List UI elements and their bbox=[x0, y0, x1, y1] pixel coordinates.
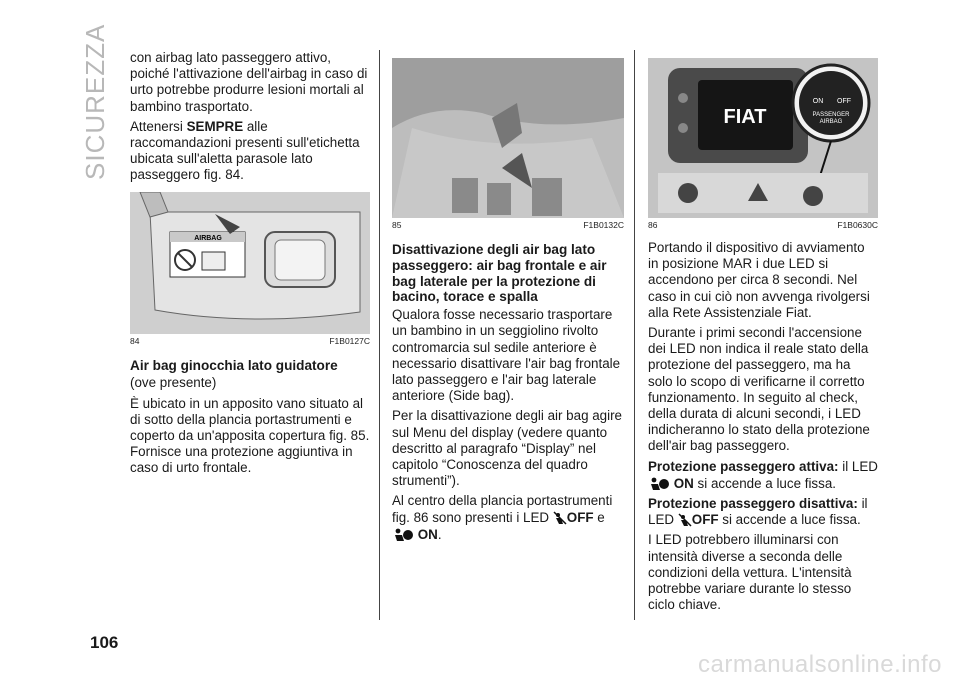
watermark: carmanualsonline.info bbox=[698, 651, 942, 678]
column-1 bbox=[130, 50, 370, 481]
svg-text:AIRBAG: AIRBAG bbox=[194, 234, 222, 242]
figure-caption: 86 F1B0630C bbox=[648, 220, 878, 230]
paragraph: Protezione passeggero attiva: il LED ON si accende a luce fissa. bbox=[648, 458, 878, 491]
heading: Air bag ginocchia lato guidatore bbox=[130, 357, 338, 373]
figure-caption: 85 F1B0132C bbox=[392, 220, 624, 230]
figure-caption: 84 F1B0127C bbox=[130, 335, 370, 346]
paragraph: Al centro della plancia portastrumenti fig. 86 sono presenti i LED OFF e ON. bbox=[392, 493, 613, 542]
paragraph: Protezione passeggero disattiva: il LED OFF si accende a luce fissa. bbox=[648, 496, 868, 528]
svg-text:PASSENGER: PASSENGER bbox=[812, 112, 850, 118]
figure-86 bbox=[648, 58, 878, 218]
svg-text:AIRBAG: AIRBAG bbox=[819, 119, 843, 125]
paragraph: Portando il dispositivo di avviamento in posizione MAR i due LED si accendono per circa 8 secondi. Nel caso in cui ciò non avvenga rivolgersi alla Rete Assistenziale Fiat. bbox=[648, 240, 870, 320]
airbag-on-icon bbox=[648, 475, 670, 491]
column-3 bbox=[648, 50, 878, 617]
paragraph: Durante i primi secondi l'accensione dei LED non indica il reale stato della protezione del passeggero, ma ha solo lo scopo di verificarne il corretto funzionamento. In seguito al check, della durata di alcuni secondi, i LED indicheranno lo stato della protezione dell'air bag passeggero. bbox=[648, 325, 870, 454]
airbag-off-icon bbox=[553, 511, 567, 525]
svg-text:ON: ON bbox=[812, 98, 824, 105]
knee-airbag-illustration bbox=[392, 58, 624, 218]
paragraph: Attenersi SEMPRE alle raccomandazioni presenti sull'etichetta ubicata sull'aletta parasole lato passeggero fig. 84. bbox=[130, 118, 360, 183]
paragraph: con airbag lato passeggero attivo, poiché l'attivazione dell'airbag in caso di urto potrebbe produrre lesioni mortali al bambino trasportato. bbox=[130, 50, 368, 114]
heading: Disattivazione degli air bag lato passeggero: air bag frontale e air bag laterale per la protezione di bacino, torace e spalla bbox=[392, 242, 607, 305]
svg-text:FIAT: FIAT bbox=[723, 106, 767, 128]
section-title: SICUREZZA bbox=[80, 23, 110, 180]
paragraph: I LED potrebbero illuminarsi con intensità diverse a seconda delle condizioni della vettura. L'intensità potrebbe variare durante lo stesso ciclo chiave. bbox=[648, 532, 852, 613]
airbag-off-icon bbox=[678, 513, 692, 527]
subheading: (ove presente) bbox=[130, 375, 217, 391]
page-number: 106 bbox=[90, 633, 119, 652]
figure-84 bbox=[130, 192, 370, 334]
column-divider bbox=[634, 50, 635, 620]
paragraph: Per la disattivazione degli air bag agire sul Menu del display (vedere quanto descritto al paragrafo “Display” nel capitolo “Conoscenza del quadro strumenti”). bbox=[392, 408, 623, 489]
paragraph: Qualora fosse necessario trasportare un bambino in un seggiolino rivolto contromarcia sul sedile anteriore è necessario disattivare l'air bag frontale lato passeggero e l'air bag laterale anteriore (Side bag). bbox=[392, 307, 621, 404]
figure-85 bbox=[392, 58, 624, 218]
airbag-on-icon bbox=[392, 526, 414, 542]
sun-visor-illustration bbox=[130, 192, 370, 334]
column-divider bbox=[379, 50, 380, 620]
column-2 bbox=[392, 50, 624, 547]
dashboard-led-illustration bbox=[648, 58, 878, 218]
svg-text:OFF: OFF bbox=[837, 98, 851, 105]
paragraph: È ubicato in un apposito vano situato al di sotto della plancia portastrumenti e coperto da un'apposita copertura fig. 85. Fornisce una protezione aggiuntiva in caso di urto frontale. bbox=[130, 395, 370, 476]
